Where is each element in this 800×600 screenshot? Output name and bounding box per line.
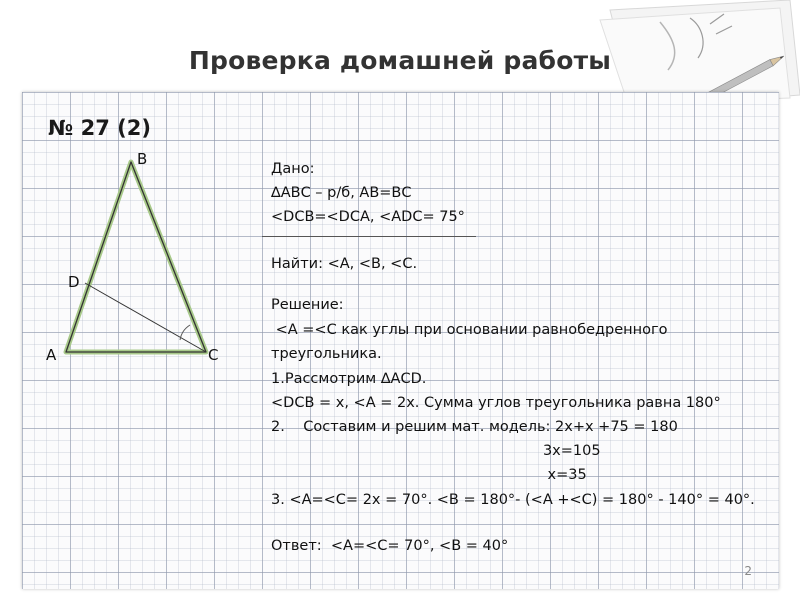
problem-number: № 27 (2) (48, 116, 151, 140)
page-number: 2 (744, 564, 752, 578)
triangle-abc (66, 162, 206, 352)
solution-heading: Решение: (271, 297, 344, 313)
given-line-2: <DCB=<DCA, <ADC= 75° (271, 209, 465, 225)
triangle-outline-glow (66, 162, 206, 352)
solution-line-8: 3. <А=<С= 2х = 70°. <В = 180°- (<А +<С) = 180° - 140° = 40°. (271, 492, 755, 508)
find-text: Найти: <А, <В, <С. (271, 256, 418, 272)
bisector-cd (85, 283, 206, 352)
vertex-label-a: A (46, 346, 57, 364)
solution-line-4: <DCB = х, <А = 2х. Сумма углов треугольника равна 180° (271, 395, 721, 411)
solution-line-1: <А =<С как углы при основании равнобедренного (271, 322, 668, 338)
solution-line-6: 3х=105 (271, 443, 601, 459)
slide-title: Проверка домашней работы (188, 46, 612, 75)
vertex-label-b: B (137, 150, 148, 168)
vertex-label-c: C (208, 346, 219, 364)
given-divider (262, 236, 476, 237)
solution-line-3: 1.Рассмотрим ∆АCD. (271, 371, 427, 387)
given-line-1: ∆АВС – р/б, АВ=ВС (271, 185, 412, 201)
point-label-d: D (68, 273, 80, 291)
solution-line-7: х=35 (271, 467, 587, 483)
solution-line-2: треугольника. (271, 346, 382, 362)
given-heading: Дано: (271, 161, 315, 177)
solution-line-5: 2. Составим и решим мат. модель: 2х+х +75 = 180 (271, 419, 678, 435)
triangle-figure (30, 140, 250, 380)
answer-text: Ответ: <А=<С= 70°, <В = 40° (271, 538, 509, 554)
